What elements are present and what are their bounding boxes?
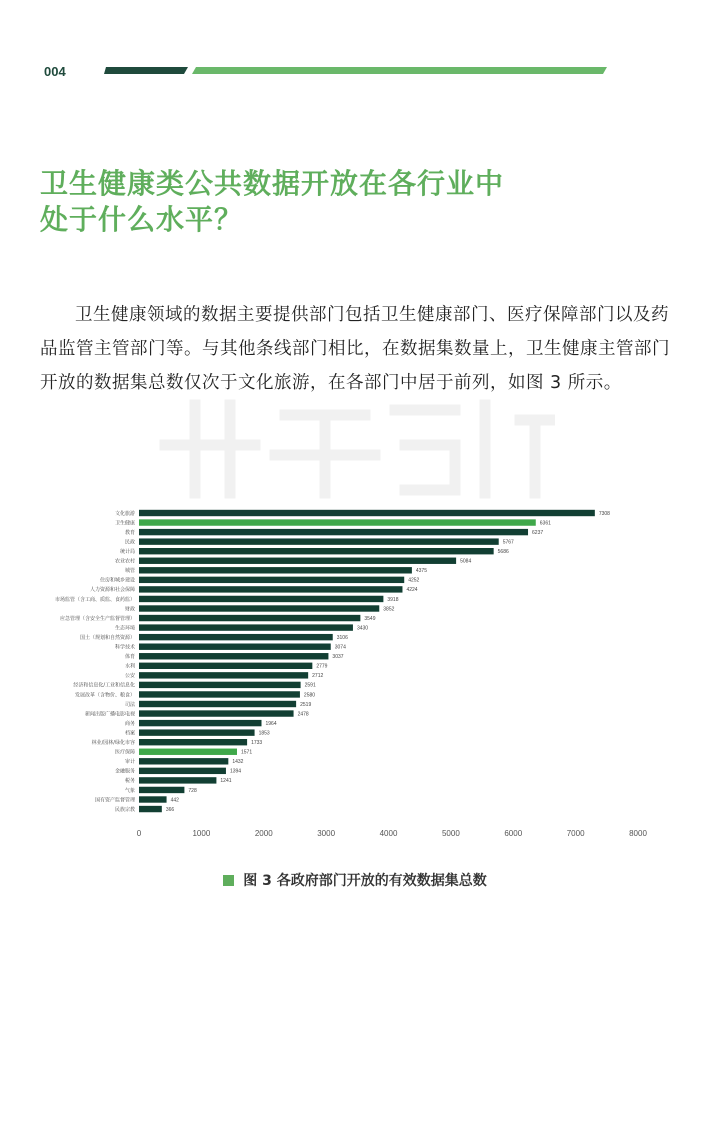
value-label-27: 1394: [229, 768, 242, 775]
category-label-15: 体育: [124, 654, 135, 661]
bar-8: [139, 586, 402, 592]
figure-caption: [0, 870, 710, 890]
value-label-30: 442: [170, 797, 179, 804]
bar-1: [139, 519, 536, 525]
bar-11: [139, 615, 360, 621]
bar-15: [139, 653, 328, 659]
value-label-14: 3074: [334, 644, 346, 651]
value-label-3: 5767: [502, 539, 514, 546]
value-label-26: 1432: [232, 759, 244, 766]
category-label-21: 新闻出版广播电影电视: [84, 711, 135, 718]
page-title-line-1: 卫生健康类公共数据开放在各行业中: [40, 167, 505, 200]
bar-31: [139, 806, 162, 812]
x-tick-label-7: 7000: [566, 829, 585, 838]
value-label-28: 1241: [220, 778, 232, 785]
category-label-13: 国土（规划和自然资源）: [79, 634, 135, 641]
value-label-9: 3918: [387, 596, 399, 603]
category-label-23: 档案: [124, 730, 135, 737]
category-label-7: 住房和城乡建设: [99, 577, 135, 584]
bar-10: [139, 605, 379, 611]
value-label-13: 3106: [336, 634, 348, 641]
header-rule-green-segment: [192, 67, 607, 74]
bar-22: [139, 720, 262, 726]
bar-29: [139, 787, 184, 793]
value-label-2: 6237: [532, 529, 544, 536]
bar-25: [139, 749, 237, 755]
bar-4: [139, 548, 494, 554]
bar-12: [139, 624, 353, 630]
value-label-6: 4375: [415, 568, 428, 575]
category-label-18: 经济和信息化/工业和信息化: [73, 682, 135, 689]
body-paragraph: 卫生健康领域的数据主要提供部门包括卫生健康部门、医疗保障部门以及药品监管主管部门等。与其他条线部门相比，在数据集数量上，卫生健康主管部门开放的数据集总数仅次于文化旅游，在各部门中居于前列，如图 3 所示。: [40, 305, 670, 393]
page-number: 004: [44, 64, 66, 79]
bar-30: [139, 796, 167, 802]
value-label-7: 4252: [408, 577, 420, 584]
value-label-21: 2478: [297, 711, 309, 718]
category-label-29: 气象: [124, 787, 135, 794]
category-label-30: 国有资产监督管理: [94, 797, 135, 804]
x-tick-label-8: 8000: [629, 829, 647, 838]
category-label-26: 审计: [124, 759, 135, 766]
bar-9: [139, 596, 383, 602]
category-label-8: 人力资源和社会保障: [89, 587, 135, 594]
bar-0: [139, 510, 595, 516]
bar-chart: [0, 500, 710, 850]
caption-marker-square: [223, 875, 234, 886]
category-label-27: 金融服务: [114, 768, 135, 775]
value-label-20: 2519: [300, 701, 312, 708]
value-label-12: 3430: [356, 625, 369, 632]
x-tick-label-1: 1000: [192, 829, 211, 838]
bar-17: [139, 672, 308, 678]
bar-27: [139, 768, 226, 774]
value-label-24: 1733: [251, 740, 263, 746]
bar-6: [139, 567, 412, 573]
category-label-14: 科学技术: [114, 644, 135, 651]
bar-14: [139, 644, 331, 650]
x-tick-label-5: 5000: [441, 829, 460, 838]
bar-26: [139, 758, 228, 764]
bar-28: [139, 777, 216, 783]
category-label-24: 林业/园林/绿化市容: [91, 740, 135, 746]
category-label-1: 卫生健康: [114, 520, 135, 527]
x-tick-label-0: 0: [136, 829, 142, 838]
value-label-8: 4224: [406, 587, 418, 594]
category-label-25: 医疗保障: [114, 749, 135, 756]
bar-2: [139, 529, 528, 535]
value-label-29: 728: [188, 787, 197, 794]
category-label-16: 水利: [124, 663, 135, 670]
category-label-5: 农业农村: [114, 558, 135, 565]
page-title: [40, 166, 660, 238]
bar-3: [139, 538, 499, 544]
value-label-10: 3852: [383, 606, 395, 613]
category-label-11: 应急管理（含安全生产监督管理）: [59, 615, 135, 622]
x-tick-label-6: 6000: [504, 829, 523, 838]
bar-23: [139, 729, 255, 735]
bar-19: [139, 691, 300, 697]
category-label-3: 民政: [124, 539, 135, 546]
category-label-20: 司法: [124, 701, 135, 708]
figure-caption-text: 图 3 各政府部门开放的有效数据集总数: [243, 873, 487, 889]
category-label-28: 税务: [124, 778, 135, 785]
value-label-0: 7308: [598, 510, 610, 517]
category-label-6: 城管: [124, 568, 135, 575]
value-label-22: 1964: [265, 720, 277, 727]
category-label-4: 统计局: [119, 549, 135, 555]
value-label-25: 1571: [240, 749, 253, 756]
category-label-19: 发展改革（含物价、粮食）: [74, 692, 135, 699]
value-label-18: 2591: [304, 682, 316, 689]
value-label-16: 2779: [316, 663, 328, 670]
value-label-5: 5084: [460, 558, 472, 565]
value-label-4: 5686: [497, 549, 509, 555]
bar-5: [139, 558, 456, 564]
value-label-19: 2580: [303, 692, 316, 699]
bar-20: [139, 701, 296, 707]
value-label-1: 6361: [539, 520, 551, 527]
category-label-9: 市场监管（含工商、质监、食药监）: [54, 596, 135, 603]
bar-7: [139, 577, 404, 583]
value-label-23: 1853: [258, 730, 270, 737]
value-label-15: 3037: [332, 654, 344, 661]
bar-21: [139, 710, 294, 716]
category-label-22: 商务: [124, 720, 135, 727]
value-label-31: 366: [165, 806, 175, 813]
x-tick-label-4: 4000: [379, 829, 398, 838]
value-label-17: 2712: [312, 673, 324, 680]
value-label-11: 3549: [364, 615, 376, 622]
x-tick-label-3: 3000: [317, 829, 336, 838]
category-label-0: 文化旅游: [114, 510, 135, 517]
x-tick-label-2: 2000: [254, 829, 273, 838]
bar-16: [139, 663, 312, 669]
bar-24: [139, 739, 247, 745]
header-rule: [104, 67, 609, 75]
category-label-17: 公安: [124, 673, 135, 680]
category-label-2: 教育: [124, 529, 135, 536]
category-label-31: 民族宗教: [114, 806, 135, 813]
category-label-10: 财政: [124, 606, 135, 613]
bar-18: [139, 682, 301, 688]
watermark-logo: [155, 385, 555, 500]
header-rule-dark-segment: [104, 67, 188, 74]
page-title-line-2: 处于什么水平？: [40, 203, 244, 236]
category-label-12: 生态环境: [114, 625, 135, 632]
bar-13: [139, 634, 333, 640]
